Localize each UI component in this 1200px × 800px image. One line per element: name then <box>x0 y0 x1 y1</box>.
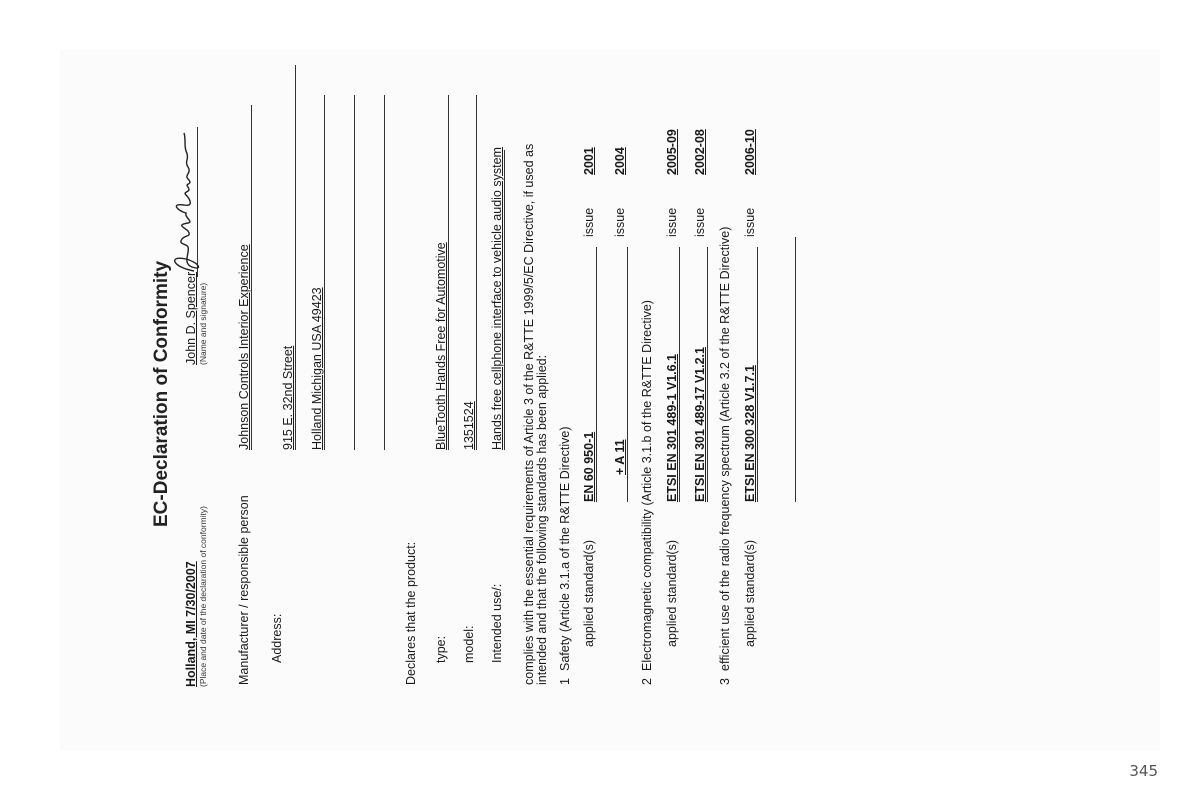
signer-name: John D. Spencer <box>184 271 198 365</box>
use-label: Intended use/: <box>490 583 504 663</box>
section-1-issue-2: issue <box>613 207 627 237</box>
use-rule <box>504 150 505 450</box>
declares-label: Declares that the product: <box>404 541 418 685</box>
type-rule <box>448 95 449 450</box>
section-2-standard-1: ETSI EN 301 489-1 V1.6.1 <box>665 353 679 502</box>
address-rule-3 <box>354 95 355 450</box>
address-label: Address: <box>270 613 284 663</box>
declaration-document <box>150 35 770 695</box>
section-1-heading: Safety (Article 3.1.a of the R&TTE Directive) <box>558 426 572 671</box>
section-1-label: applied standard(s) <box>582 539 596 647</box>
section-3-rule-1 <box>757 247 758 502</box>
address-rule-2 <box>324 95 325 450</box>
manufacturer-label: Manufacturer / responsible person <box>237 495 251 685</box>
section-2-rule-1 <box>679 247 680 502</box>
manufacturer-rule <box>251 105 252 450</box>
handwritten-signature <box>164 127 208 277</box>
section-1-year-2: 2004 <box>613 147 627 175</box>
address-line-2: Holland Michigan USA 49423 <box>310 287 324 450</box>
section-1-standard-1: EN 60 950-1 <box>582 431 596 502</box>
address-rule-4 <box>384 95 385 450</box>
section-3-issue-1: issue <box>743 207 757 237</box>
section-1-rule-1 <box>596 247 597 502</box>
section-2-issue-2: issue <box>693 207 707 237</box>
type-label: type: <box>434 635 448 663</box>
page-number: 345 <box>1129 762 1158 780</box>
section-3-heading: efficient use of the radio frequency spectrum (Article 3.2 of the R&TTE Directive) <box>718 226 732 671</box>
model-rule <box>476 95 477 450</box>
manufacturer-name: Johnson Controls Interior Experience <box>237 244 251 450</box>
section-2-label: applied standard(s) <box>665 539 679 647</box>
section-3-number: 3 <box>718 678 732 685</box>
section-2-heading: Electromagnetic compatibility (Article 3.1.b of the R&TTE Directive) <box>640 300 654 671</box>
model-value: 1351524 <box>462 401 476 450</box>
section-2-standard-2: ETSI EN 301 489-17 V1.2.1 <box>693 347 707 502</box>
model-label: model: <box>462 625 476 663</box>
section-1-rule-2 <box>627 247 628 502</box>
compliance-line-1: complies with the essential requirements of Article 3 of the R&TTE 1999/5/EC Directive, if used as <box>522 143 536 685</box>
document-title: EC-Declaration of Conformity <box>151 260 172 527</box>
section-3-label: applied standard(s) <box>743 539 757 647</box>
section-3-standard-1: ETSI EN 300 328 V1.7.1 <box>743 365 757 502</box>
place-date: Holland, MI 7/30/2007 <box>184 561 198 687</box>
section-3-rule-2 <box>795 237 796 502</box>
section-1-number: 1 <box>558 678 572 685</box>
section-2-rule-2 <box>707 247 708 502</box>
signature-block <box>184 135 224 695</box>
type-value: BlueTooth Hands Free for Automotive <box>434 242 448 450</box>
section-2-year-2: 2002-08 <box>693 129 707 175</box>
address-rule-1 <box>295 65 296 450</box>
section-2-year-1: 2005-09 <box>665 129 679 175</box>
section-1-standard-2: + A 11 <box>613 439 627 475</box>
section-3-year-1: 2006-10 <box>743 129 757 175</box>
section-2-number: 2 <box>640 678 654 685</box>
signer-caption: (Name and signature) <box>198 282 208 365</box>
use-value: Hands free cellphone interface to vehicle audio system <box>490 147 504 450</box>
section-1-issue-1: issue <box>582 207 596 237</box>
section-1-year-1: 2001 <box>582 147 596 175</box>
address-line-1: 915 E. 32nd Street <box>281 345 295 450</box>
place-date-caption: (Place and date of the declaration of conformity) <box>198 506 208 687</box>
compliance-line-2: intended and that the following standards has been applied: <box>535 354 549 685</box>
section-2-issue-1: issue <box>665 207 679 237</box>
